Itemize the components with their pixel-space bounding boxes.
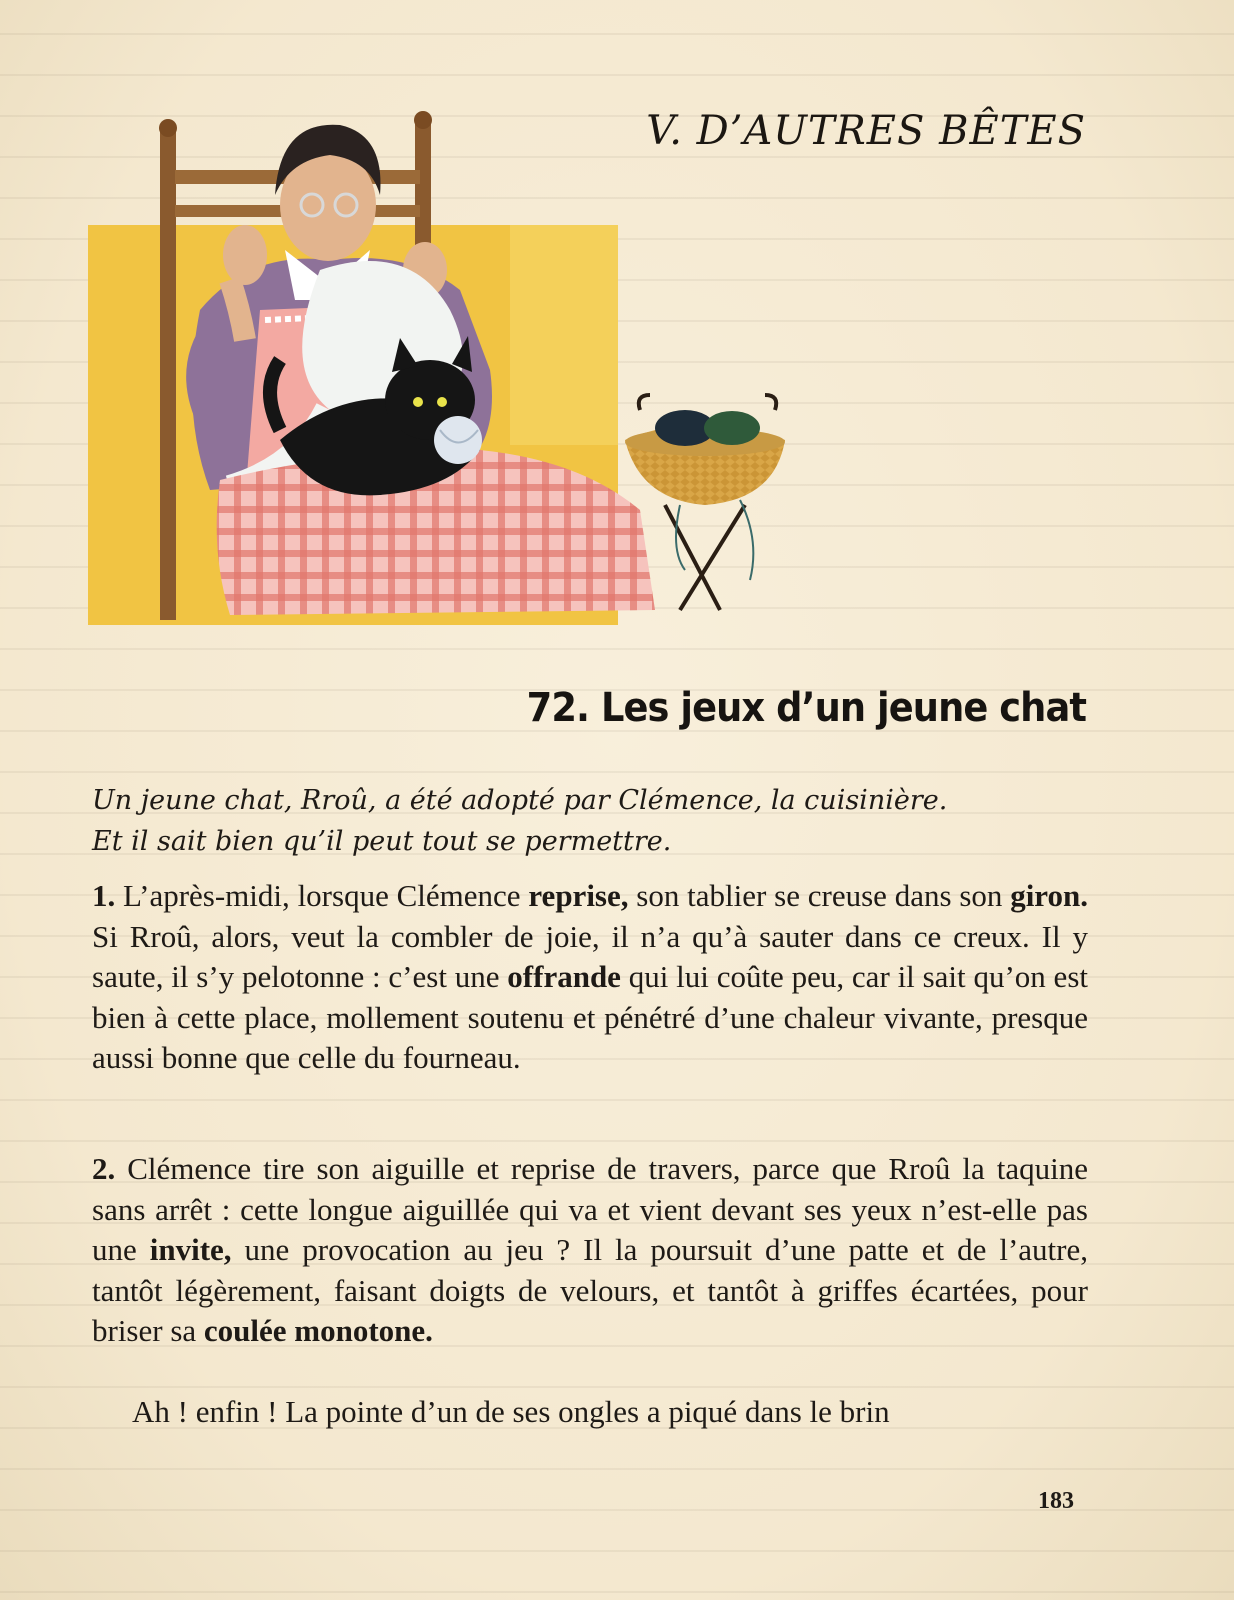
vocab-word: coulée monotone. (203, 1313, 433, 1348)
text-run: une provocation au jeu ? Il la poursuit d’une patte et de l’autre, tantôt légèrement, faisant doigts de velours, et tantôt à griffes écartées, pour briser sa (92, 1232, 1088, 1348)
page-number: 183 (1038, 1488, 1074, 1514)
text-run: qui lui coûte peu, car il sait qu’on est bien à cette place, mollement soutenu et pénétré d’une chaleur vivante, presque aussi bonne que celle du fourneau. (92, 959, 1088, 1075)
vocab-word: offrande (507, 959, 621, 994)
paragraph-3: Ah ! enfin ! La pointe d’un de ses ongles a piqué dans le brin (132, 1394, 890, 1429)
paragraph-1 (92, 876, 1088, 1079)
vocab-word: giron. (1010, 878, 1088, 913)
paragraph-number: 1. (92, 878, 116, 913)
paragraph-number: 2. (92, 1151, 116, 1186)
text-run: son tablier se creuse dans son (628, 878, 1011, 913)
vocab-word: reprise, (528, 878, 629, 913)
lesson-title: 72. Les jeux d’un jeune chat (526, 685, 1086, 731)
text-run: L’après-midi, lorsque Clémence (115, 878, 529, 913)
text-run: Si Rroû, alors, veut la combler de joie, il n’a qu’à sauter dans ce creux. Il y saute, il s’y pelotonne : c’est une (92, 918, 1088, 994)
intro-line: Et il sait bien qu’il peut tout se permettre. (92, 826, 672, 857)
lesson-intro (92, 780, 1088, 862)
vocab-word: invite, (149, 1232, 232, 1267)
section-title: V. D’AUTRES BÊTES (646, 108, 1086, 154)
text-run: Clémence tire son aiguille et reprise de travers, parce que Rroû la taquine sans arrêt : cette longue aiguillée qui va et vient devant ses yeux n’est-elle pas une (92, 1151, 1088, 1267)
paragraph-2 (92, 1149, 1088, 1352)
illustration-image (80, 110, 860, 645)
intro-line: Un jeune chat, Rroû, a été adopté par Clémence, la cuisinière. (92, 785, 948, 816)
